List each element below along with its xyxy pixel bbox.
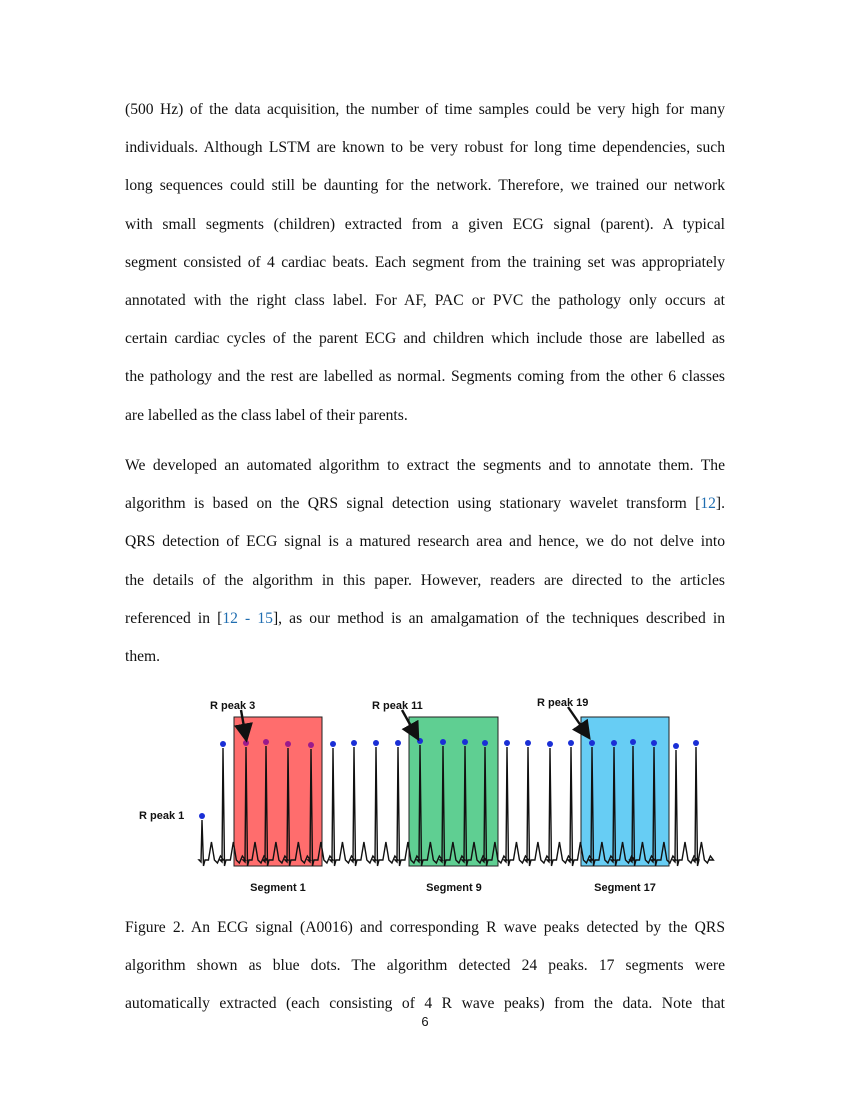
label-rpeak11: R peak 11 — [372, 700, 423, 712]
text-line: individuals. Although LSTM are known to be very robust for long time dependencies, such — [125, 139, 725, 157]
r-peak-dot-13 — [462, 739, 468, 745]
text-line: We developed an automated algorithm to extract the segments and to annotate them. The — [125, 457, 725, 474]
text-line: with small segments (children) extracted from a given ECG signal (parent). A typical — [125, 215, 725, 233]
r-peak-dot-9 — [373, 740, 379, 746]
page-number: 6 — [421, 1014, 429, 1029]
body-paragraph-1 — [125, 91, 725, 435]
text-line: long sequences could still be daunting for the network. Therefore, we trained our network — [125, 177, 725, 195]
caption-line: Figure 2. An ECG signal (A0016) and corresponding R wave peaks detected by the QRS — [125, 919, 725, 936]
text-line: segment consisted of 4 cardiac beats. Each segment from the training set was appropriately — [125, 253, 725, 271]
r-peak-dot-3 — [243, 740, 249, 746]
r-peak-dot-18 — [568, 740, 574, 746]
r-peak-dot-24 — [693, 740, 699, 746]
text-line: them. — [125, 647, 161, 665]
citation-link[interactable]: 12 — [700, 495, 716, 513]
text-line: annotated with the right class label. For AF, PAC or PVC the pathology only occurs at — [125, 291, 725, 309]
r-peak-dot-8 — [351, 740, 357, 746]
text-line: certain cardiac cycles of the parent ECG and children which include those are labelled as — [125, 330, 725, 348]
caption-line: automatically extracted (each consisting of 4 R wave peaks) from the data. Note that — [125, 995, 725, 1013]
text-line: QRS detection of ECG signal is a matured research area and hence, we do not delve into — [125, 533, 725, 551]
r-peak-dot-20 — [611, 740, 617, 746]
label-rpeak1: R peak 1 — [139, 810, 185, 822]
r-peak-dot-10 — [395, 740, 401, 746]
figure-caption — [125, 909, 725, 1024]
ecg-figure — [130, 690, 730, 900]
r-peak-dot-21 — [630, 739, 636, 745]
ecg-plot — [130, 690, 730, 900]
r-peak-dot-23 — [673, 743, 679, 749]
label-segment9: Segment 9 — [426, 882, 482, 894]
caption-line: algorithm shown as blue dots. The algorithm detected 24 peaks. 17 segments were — [125, 957, 725, 975]
r-peak-dot-14 — [482, 740, 488, 746]
text-line: are labelled as the class label of their parents. — [125, 406, 408, 424]
text-fragment: ]. — [715, 495, 725, 513]
text-line: (500 Hz) of the data acquisition, the number of time samples could be very high for many — [125, 101, 725, 118]
text-line: the details of the algorithm in this paper. However, readers are directed to the articles — [125, 571, 725, 589]
label-segment1: Segment 1 — [250, 882, 306, 894]
r-peak-dot-5 — [285, 741, 291, 747]
r-peak-dot-16 — [525, 740, 531, 746]
citation-link[interactable]: 12 - 15 — [222, 609, 273, 627]
r-peak-dot-2 — [220, 741, 226, 747]
r-peak-dot-17 — [547, 741, 553, 747]
r-peak-dot-4 — [263, 739, 269, 745]
r-peak-dot-19 — [589, 740, 595, 746]
body-paragraph-2 — [125, 447, 725, 676]
text-line: the pathology and the rest are labelled as normal. Segments coming from the other 6 classes — [125, 368, 725, 386]
r-peak-dot-1 — [199, 813, 205, 819]
r-peak-dot-22 — [651, 740, 657, 746]
text-line — [125, 485, 725, 523]
r-peak-dot-11 — [417, 738, 423, 744]
label-rpeak3: R peak 3 — [210, 700, 256, 712]
r-peak-dot-15 — [504, 740, 510, 746]
r-peak-dot-6 — [308, 742, 314, 748]
text-fragment: referenced in [ — [125, 609, 223, 627]
r-peak-dot-12 — [440, 739, 446, 745]
label-segment17: Segment 17 — [594, 882, 656, 894]
r-peak-dot-7 — [330, 741, 336, 747]
text-line — [125, 600, 725, 638]
label-rpeak19: R peak 19 — [537, 697, 589, 709]
text-fragment: algorithm is based on the QRS signal detection using stationary wavelet transform [ — [125, 495, 701, 513]
text-fragment: ], as our method is an amalgamation of the techniques described in — [272, 609, 725, 627]
